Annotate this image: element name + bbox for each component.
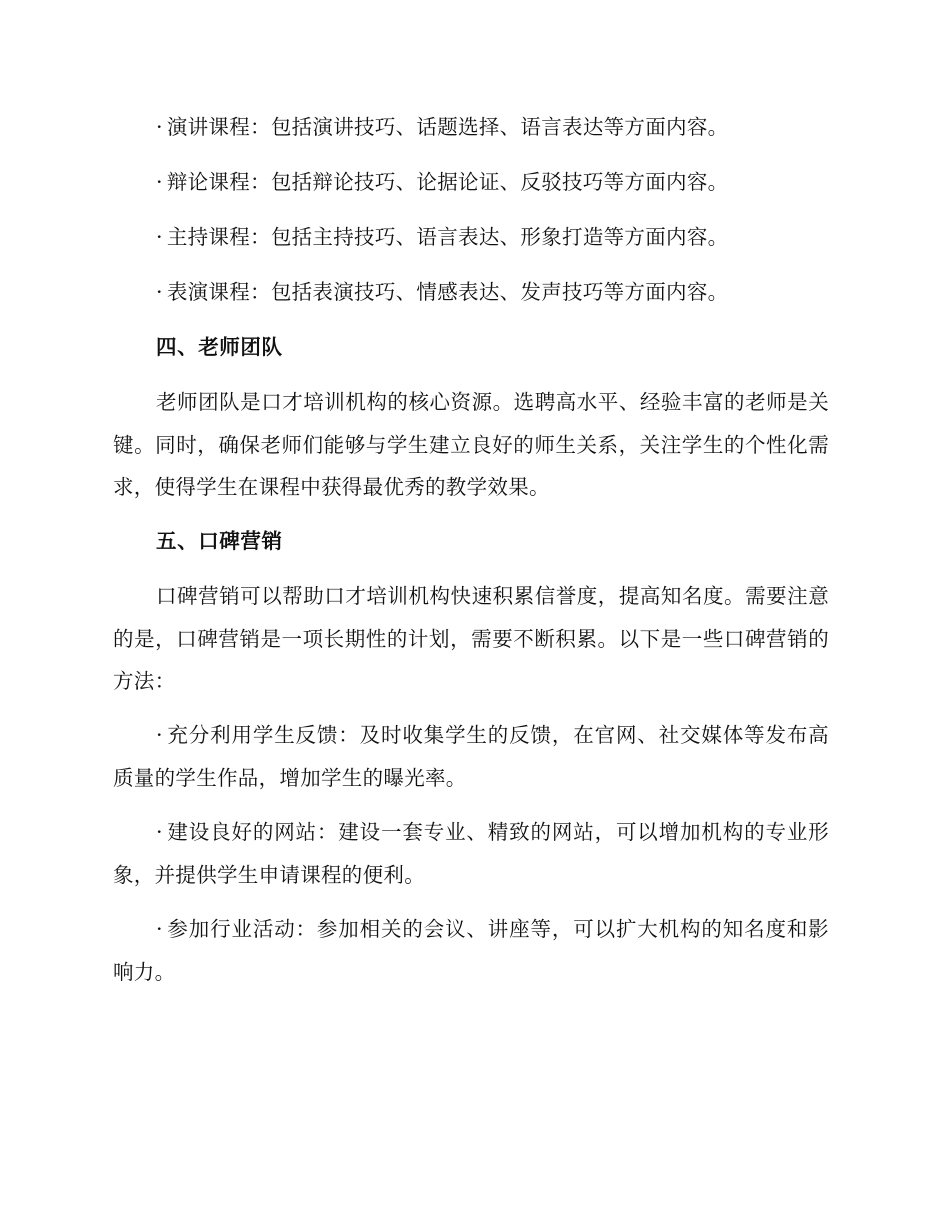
list-item-text: 建设良好的网站：建设一套专业、精致的网站，可以增加机构的专业形象，并提供学生申请课程的便利。	[113, 820, 829, 887]
list-item	[113, 161, 829, 204]
bullet-dot: ·	[156, 280, 163, 304]
body-paragraph: 口碑营销可以帮助口才培训机构快速积累信誉度，提高知名度。需要注意的是，口碑营销是一项长期性的计划，需要不断积累。以下是一些口碑营销的方法：	[113, 584, 829, 693]
list-item	[113, 216, 829, 259]
list-item	[113, 908, 829, 993]
section-heading: 四、老师团队	[156, 335, 283, 359]
list-item	[113, 271, 829, 314]
body-paragraph: 老师团队是口才培训机构的核心资源。选聘高水平、经验丰富的老师是关键。同时，确保老师们能够与学生建立良好的师生关系，关注学生的个性化需求，使得学生在课程中获得最优秀的教学效果。	[113, 390, 829, 499]
list-item-text: 辩论课程：包括辩论技巧、论据论证、反驳技巧等方面内容。	[166, 170, 729, 194]
list-item-text: 表演课程：包括表演技巧、情感表达、发声技巧等方面内容。	[166, 280, 729, 304]
bullet-dot: ·	[156, 225, 163, 249]
bullet-dot: ·	[156, 820, 163, 844]
list-item	[113, 106, 829, 149]
list-item-text: 参加行业活动：参加相关的会议、讲座等，可以扩大机构的知名度和影响力。	[113, 917, 829, 984]
bullet-dot: ·	[156, 723, 163, 747]
bullet-dot: ·	[156, 115, 163, 139]
bullet-dot: ·	[156, 170, 163, 194]
list-item-text: 演讲课程：包括演讲技巧、话题选择、语言表达等方面内容。	[166, 115, 729, 139]
list-item-text: 充分利用学生反馈：及时收集学生的反馈，在官网、社交媒体等发布高质量的学生作品，增加学生的曝光率。	[113, 723, 829, 790]
list-item-text: 主持课程：包括主持技巧、语言表达、形象打造等方面内容。	[166, 225, 729, 249]
section-heading: 五、口碑营销	[156, 529, 283, 553]
list-item	[113, 811, 829, 896]
bullet-dot: ·	[156, 917, 163, 941]
list-item	[113, 714, 829, 799]
